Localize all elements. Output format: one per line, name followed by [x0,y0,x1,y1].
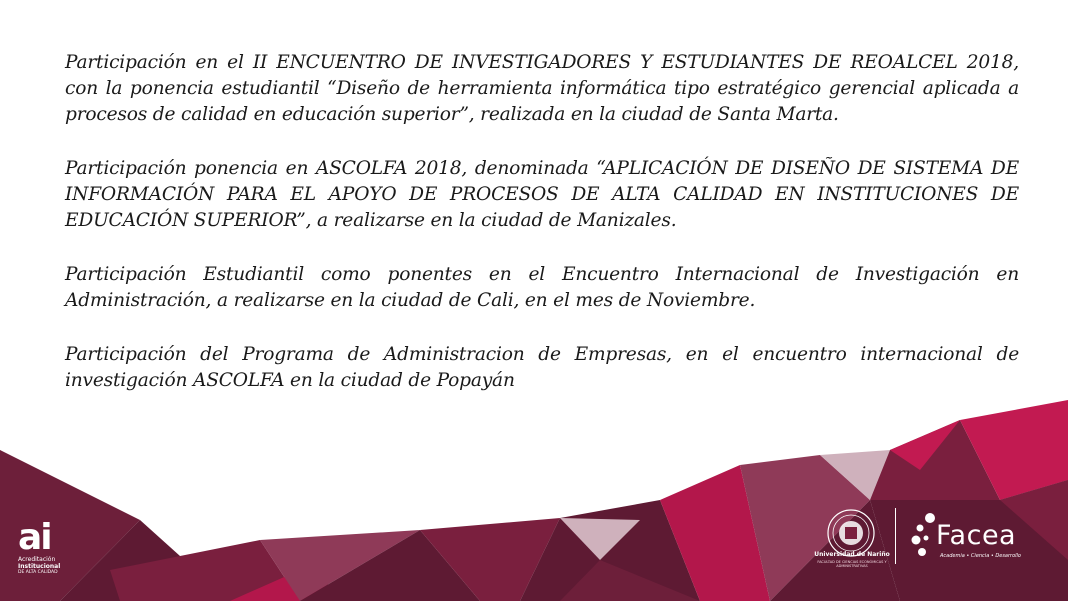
facea-logo-text: Facea [936,520,1017,551]
paragraph-cali: Participación Estudiantil como ponentes en el Encuentro Internacional de Investigación en Administración, a realizarse en la ciudad de Cali, en el mes de Noviembre. [65,264,1019,311]
main-content [65,50,1019,422]
paragraph-popayan: Participación del Programa de Administracion de Empresas, en el encuentro internacional de investigación ASCOLFA en la ciudad de Popayán [65,344,1019,391]
university-subtitle: FACULTAD DE CIENCIAS ECONÓMICAS Y ADMINISTRATIVAS [817,560,887,568]
logo-divider [895,508,896,564]
paragraph-ascolfa-manizales: Participación ponencia en ASCOLFA 2018, denominada “APLICACIÓN DE DISEÑO DE SISTEMA DE INFORMACIÓN PARA EL APOYO DE PROCESOS DE ALTA CALIDAD EN INSTITUCIONES DE EDUCACIÓN SUPERIOR”, a realizarse en la ciudad de Manizales. [65,158,1019,231]
accreditation-line3: DE ALTA CALIDAD [18,570,58,575]
accreditation-line2: Institucional [18,563,61,570]
ai-logo-glyph: ai [18,517,51,558]
accreditation-logo [18,517,78,580]
university-name: Universidad de Nariño [814,551,890,558]
facea-tagline: Academia • Ciencia • Desarrollo [940,553,1021,559]
accreditation-line1: Acreditación [18,556,56,563]
paragraph-reoalcel: Participación en el II ENCUENTRO DE INVESTIGADORES Y ESTUDIANTES DE REOALCEL 2018, con la ponencia estudiantil “Diseño de herramienta informática tipo estratégico gerencial aplicada a procesos de calidad en educación superior”, realizada en la ciudad de Santa Marta. [65,52,1019,125]
